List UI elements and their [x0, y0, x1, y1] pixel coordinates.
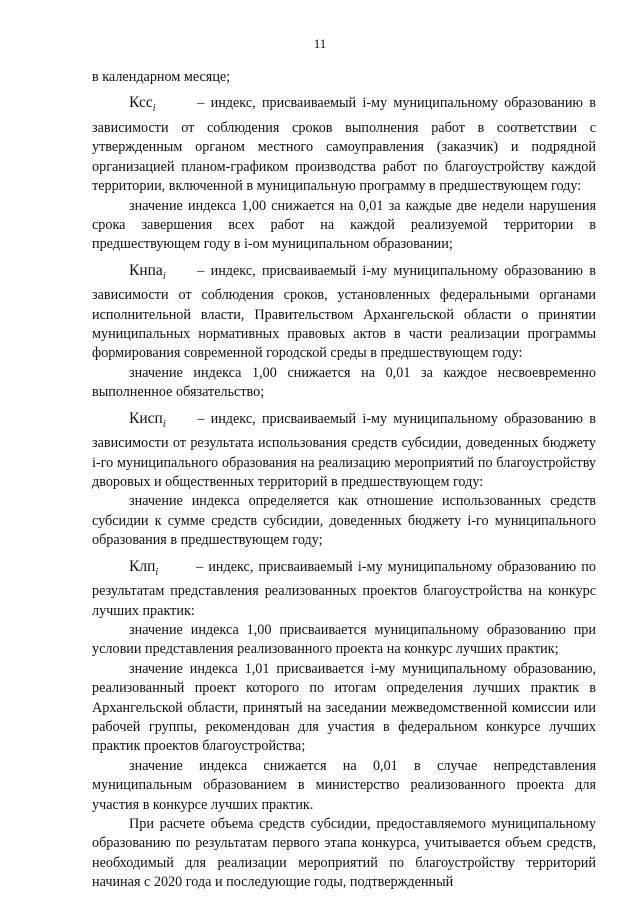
- index-term: [129, 93, 191, 119]
- paragraph: значение индекса 1,00 снижается на 0,01 за каждое несвоевременно выполненное обязательство;: [92, 364, 596, 401]
- definition-paragraph: [92, 409, 596, 493]
- index-term-name: Кнпа: [129, 261, 163, 279]
- index-term-subscript: i: [162, 270, 166, 282]
- definition-text: – индекс, присваиваемый i-му муниципальному образованию в зависимости от результата использования средств субсидии, доведенных бюджету i-го муниципального образования на реализацию мероприятий по благоустройству дворовых и общественных территорий в предшествующем году:: [92, 410, 596, 490]
- index-term-name: Клп: [129, 557, 156, 575]
- paragraph: значение индекса 1,00 присваивается муниципальному образованию при условии представления реализованного проекта на конкурс лучших практик;: [92, 621, 596, 658]
- index-term-name: Ксс: [129, 94, 153, 112]
- index-term-name: Кисп: [129, 409, 163, 427]
- definition-text: – индекс, присваиваемый i-му муниципальному образованию по результатам представления реализованных проектов благоустройства на конкурс лучших практик:: [92, 558, 596, 619]
- definition-paragraph: [92, 557, 596, 621]
- index-term-subscript: i: [152, 103, 156, 115]
- definition-text: – индекс, присваиваемый i-му муниципальному образованию в зависимости от соблюдения сроков, установленных федеральными органами исполнительной власти, Правительством Архангельской области о принятии муниципальных нормативных правовых актов в части реализации программы формирования современной городской среды в предшествующем году:: [92, 262, 596, 362]
- paragraph: При расчете объема средств субсидии, предоставляемого муниципальному образованию по результатам первого этапа конкурса, учитывается объем средств, необходимый для реализации мероприятий по благоустройству территорий начиная с 2020 года и последующие годы, подтвержденный: [92, 816, 596, 891]
- index-term-subscript: i: [162, 418, 166, 430]
- paragraph: значение индекса 1,00 снижается на 0,01 за каждые две недели нарушения срока завершения всех работ на каждой реализуемой территории в предшествующем году в i-ом муниципальном образовании;: [92, 197, 596, 253]
- index-term-subscript: i: [155, 566, 159, 578]
- definition-paragraph: [92, 261, 596, 364]
- index-term: [129, 261, 191, 287]
- paragraph: значение индекса 1,01 присваивается i-му муниципальному образованию, реализованный проект которого по итогам определения лучших практик в Архангельской области, принятый на заседании межведомственной комиссии или рабочей группы, рекомендован для участия в федеральном конкурсе лучших практик проектов благоустройства;: [92, 660, 596, 755]
- index-term: [129, 557, 191, 583]
- index-term: [129, 409, 191, 435]
- definition-text: – индекс, присваиваемый i-му муниципальному образованию в зависимости от соблюдения сроков выполнения работ в соответствии с утвержденным органом местного самоуправления (заказчик) и подрядной организацией планом-графиком производства работ по благоустройству каждой территории, включенной в муниципальную программу в предшествующем году:: [92, 95, 596, 195]
- paragraph: в календарном месяце;: [92, 69, 231, 85]
- document-body: [92, 68, 596, 893]
- paragraph: значение индекса снижается на 0,01 в случае непредставления муниципальным образованием в министерство реализованного проекта для участия в конкурсе лучших практик.: [92, 757, 596, 813]
- definition-paragraph: [92, 93, 596, 196]
- page-number: 11: [313, 36, 327, 51]
- paragraph: значение индекса определяется как отношение использованных средств субсидии к сумме средств субсидии, доведенных бюджету i-го муниципального образования в предшествующем году;: [92, 493, 596, 549]
